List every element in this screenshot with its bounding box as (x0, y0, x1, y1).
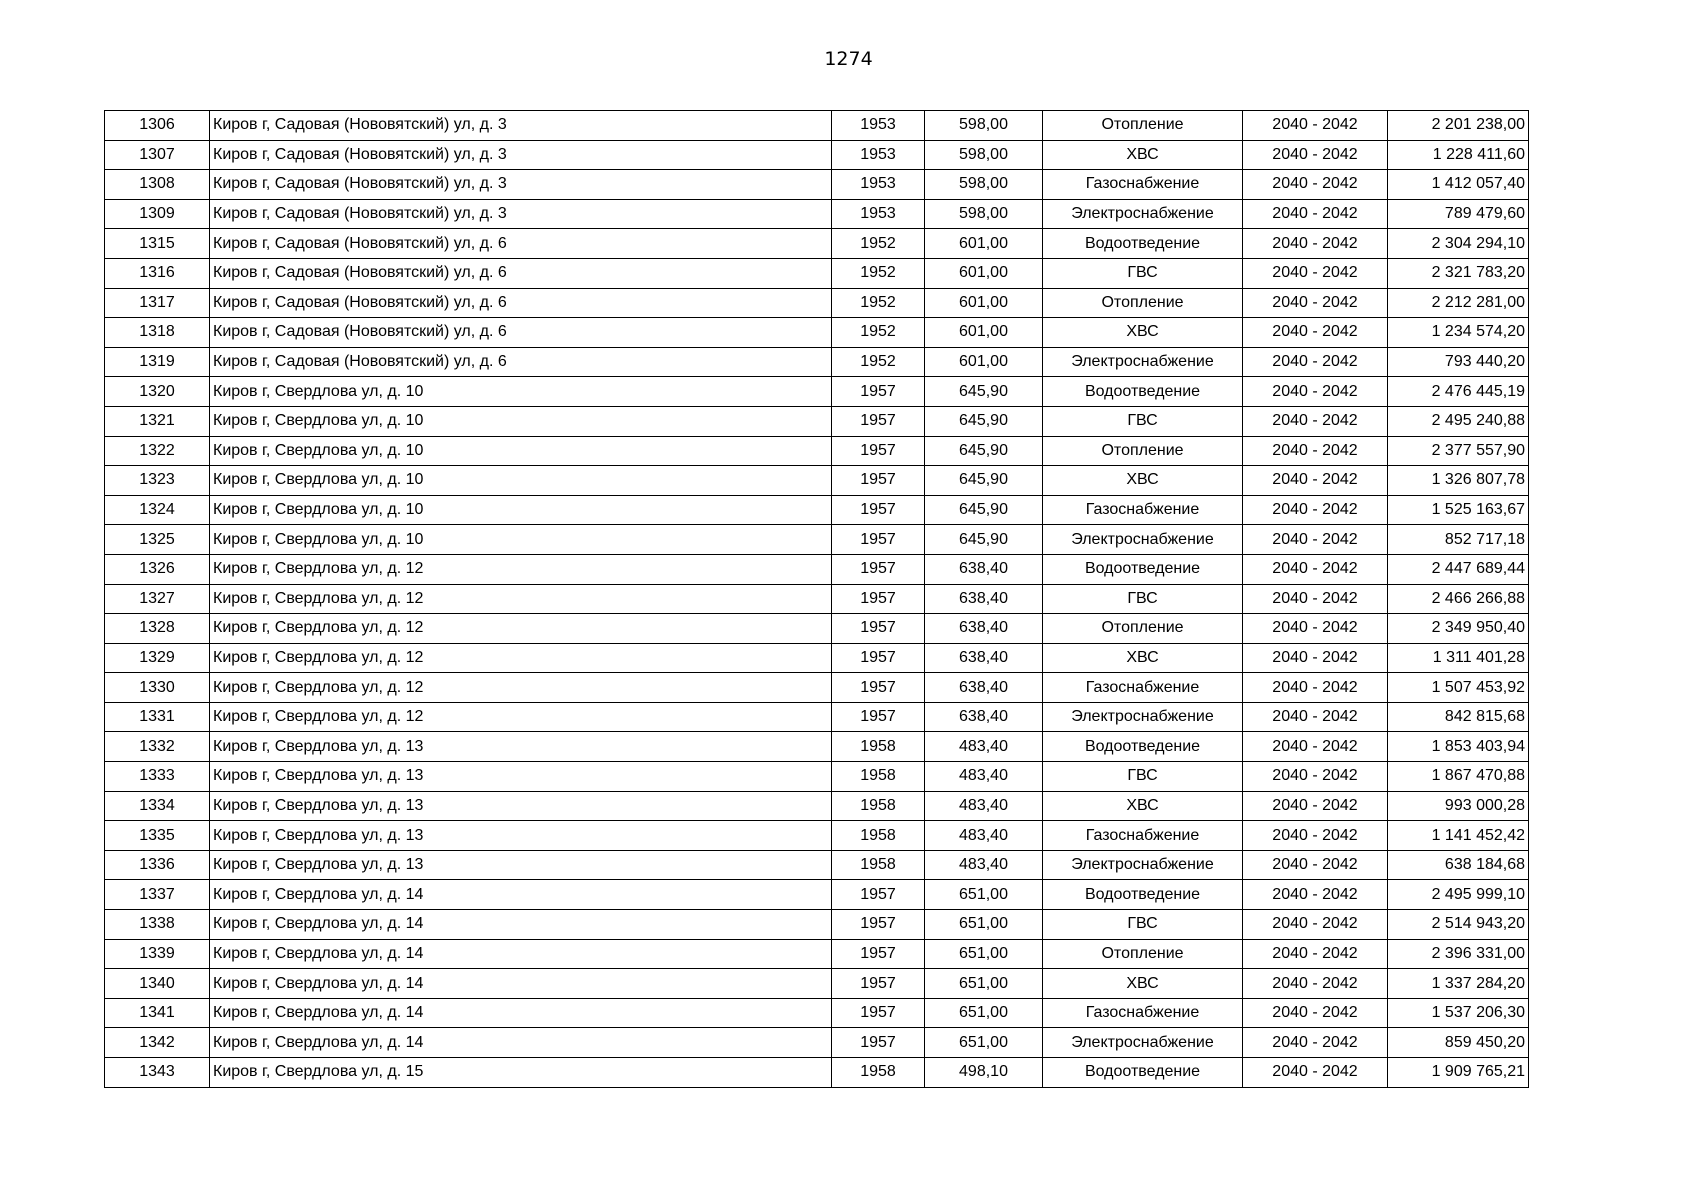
table-row (105, 495, 1529, 525)
work-type-cell: ХВС (1043, 969, 1243, 999)
row-number-cell: 1322 (105, 436, 210, 466)
area-cell: 598,00 (925, 199, 1043, 229)
table-row (105, 614, 1529, 644)
row-number-cell: 1341 (105, 998, 210, 1028)
table-row (105, 318, 1529, 348)
table-row (105, 732, 1529, 762)
table-row (105, 880, 1529, 910)
area-cell: 645,90 (925, 406, 1043, 436)
table-row (105, 643, 1529, 673)
row-number-cell: 1338 (105, 910, 210, 940)
row-number-cell: 1336 (105, 850, 210, 880)
area-cell: 598,00 (925, 140, 1043, 170)
area-cell: 651,00 (925, 1028, 1043, 1058)
work-type-cell: Отопление (1043, 288, 1243, 318)
period-cell: 2040 - 2042 (1243, 939, 1388, 969)
area-cell: 651,00 (925, 880, 1043, 910)
build-year-cell: 1957 (832, 554, 925, 584)
cost-cell: 793 440,20 (1388, 347, 1529, 377)
area-cell: 645,90 (925, 525, 1043, 555)
cost-cell: 789 479,60 (1388, 199, 1529, 229)
table-row (105, 584, 1529, 614)
row-number-cell: 1340 (105, 969, 210, 999)
cost-cell: 638 184,68 (1388, 850, 1529, 880)
cost-cell: 2 321 783,20 (1388, 258, 1529, 288)
period-cell: 2040 - 2042 (1243, 791, 1388, 821)
table-row (105, 466, 1529, 496)
cost-cell: 2 212 281,00 (1388, 288, 1529, 318)
area-cell: 651,00 (925, 910, 1043, 940)
work-type-cell: ХВС (1043, 466, 1243, 496)
work-type-cell: Водоотведение (1043, 880, 1243, 910)
table-row (105, 347, 1529, 377)
work-type-cell: ХВС (1043, 140, 1243, 170)
period-cell: 2040 - 2042 (1243, 495, 1388, 525)
address-cell: Киров г, Садовая (Нововятский) ул, д. 3 (210, 111, 832, 141)
table-row (105, 673, 1529, 703)
cost-cell: 1 537 206,30 (1388, 998, 1529, 1028)
address-cell: Киров г, Садовая (Нововятский) ул, д. 3 (210, 140, 832, 170)
row-number-cell: 1324 (105, 495, 210, 525)
work-type-cell: Отопление (1043, 939, 1243, 969)
period-cell: 2040 - 2042 (1243, 140, 1388, 170)
cost-cell: 2 201 238,00 (1388, 111, 1529, 141)
build-year-cell: 1957 (832, 1028, 925, 1058)
build-year-cell: 1958 (832, 762, 925, 792)
cost-cell: 1 909 765,21 (1388, 1058, 1529, 1088)
cost-cell: 1 228 411,60 (1388, 140, 1529, 170)
cost-cell: 1 525 163,67 (1388, 495, 1529, 525)
address-cell: Киров г, Садовая (Нововятский) ул, д. 3 (210, 170, 832, 200)
row-number-cell: 1317 (105, 288, 210, 318)
row-number-cell: 1328 (105, 614, 210, 644)
cost-cell: 993 000,28 (1388, 791, 1529, 821)
area-cell: 601,00 (925, 258, 1043, 288)
table-row (105, 1058, 1529, 1088)
address-cell: Киров г, Свердлова ул, д. 14 (210, 969, 832, 999)
period-cell: 2040 - 2042 (1243, 998, 1388, 1028)
cost-cell: 2 495 999,10 (1388, 880, 1529, 910)
period-cell: 2040 - 2042 (1243, 554, 1388, 584)
table-row (105, 850, 1529, 880)
table-row (105, 436, 1529, 466)
address-cell: Киров г, Свердлова ул, д. 13 (210, 821, 832, 851)
address-cell: Киров г, Садовая (Нововятский) ул, д. 6 (210, 288, 832, 318)
address-cell: Киров г, Свердлова ул, д. 13 (210, 850, 832, 880)
cost-cell: 842 815,68 (1388, 702, 1529, 732)
build-year-cell: 1957 (832, 939, 925, 969)
address-cell: Киров г, Свердлова ул, д. 14 (210, 880, 832, 910)
registry-table (104, 110, 1529, 1088)
work-type-cell: ГВС (1043, 584, 1243, 614)
build-year-cell: 1957 (832, 466, 925, 496)
cost-cell: 1 412 057,40 (1388, 170, 1529, 200)
work-type-cell: Водоотведение (1043, 554, 1243, 584)
area-cell: 598,00 (925, 170, 1043, 200)
area-cell: 601,00 (925, 318, 1043, 348)
build-year-cell: 1957 (832, 998, 925, 1028)
build-year-cell: 1953 (832, 199, 925, 229)
work-type-cell: Отопление (1043, 436, 1243, 466)
table-row (105, 791, 1529, 821)
cost-cell: 2 466 266,88 (1388, 584, 1529, 614)
cost-cell: 2 349 950,40 (1388, 614, 1529, 644)
build-year-cell: 1957 (832, 673, 925, 703)
work-type-cell: ГВС (1043, 910, 1243, 940)
table-row (105, 821, 1529, 851)
build-year-cell: 1957 (832, 377, 925, 407)
cost-cell: 2 377 557,90 (1388, 436, 1529, 466)
registry-table-body (105, 111, 1529, 1088)
cost-cell: 2 396 331,00 (1388, 939, 1529, 969)
cost-cell: 852 717,18 (1388, 525, 1529, 555)
table-row (105, 910, 1529, 940)
area-cell: 483,40 (925, 850, 1043, 880)
address-cell: Киров г, Свердлова ул, д. 10 (210, 406, 832, 436)
cost-cell: 2 304 294,10 (1388, 229, 1529, 259)
build-year-cell: 1957 (832, 406, 925, 436)
build-year-cell: 1957 (832, 495, 925, 525)
area-cell: 638,40 (925, 702, 1043, 732)
period-cell: 2040 - 2042 (1243, 821, 1388, 851)
period-cell: 2040 - 2042 (1243, 1058, 1388, 1088)
row-number-cell: 1335 (105, 821, 210, 851)
row-number-cell: 1325 (105, 525, 210, 555)
build-year-cell: 1957 (832, 910, 925, 940)
row-number-cell: 1334 (105, 791, 210, 821)
area-cell: 598,00 (925, 111, 1043, 141)
period-cell: 2040 - 2042 (1243, 643, 1388, 673)
row-number-cell: 1333 (105, 762, 210, 792)
area-cell: 483,40 (925, 821, 1043, 851)
address-cell: Киров г, Свердлова ул, д. 10 (210, 525, 832, 555)
work-type-cell: Отопление (1043, 614, 1243, 644)
build-year-cell: 1957 (832, 880, 925, 910)
cost-cell: 2 514 943,20 (1388, 910, 1529, 940)
table-row (105, 111, 1529, 141)
area-cell: 645,90 (925, 466, 1043, 496)
table-row (105, 762, 1529, 792)
row-number-cell: 1318 (105, 318, 210, 348)
area-cell: 483,40 (925, 762, 1043, 792)
page-number: 1274 (824, 48, 873, 70)
build-year-cell: 1958 (832, 732, 925, 762)
period-cell: 2040 - 2042 (1243, 732, 1388, 762)
address-cell: Киров г, Садовая (Нововятский) ул, д. 6 (210, 229, 832, 259)
period-cell: 2040 - 2042 (1243, 880, 1388, 910)
area-cell: 645,90 (925, 436, 1043, 466)
area-cell: 483,40 (925, 732, 1043, 762)
work-type-cell: Водоотведение (1043, 229, 1243, 259)
row-number-cell: 1309 (105, 199, 210, 229)
row-number-cell: 1332 (105, 732, 210, 762)
work-type-cell: Газоснабжение (1043, 170, 1243, 200)
row-number-cell: 1343 (105, 1058, 210, 1088)
period-cell: 2040 - 2042 (1243, 702, 1388, 732)
work-type-cell: Электроснабжение (1043, 525, 1243, 555)
table-row (105, 199, 1529, 229)
build-year-cell: 1952 (832, 288, 925, 318)
build-year-cell: 1952 (832, 318, 925, 348)
build-year-cell: 1952 (832, 229, 925, 259)
row-number-cell: 1308 (105, 170, 210, 200)
cost-cell: 2 476 445,19 (1388, 377, 1529, 407)
row-number-cell: 1320 (105, 377, 210, 407)
work-type-cell: Водоотведение (1043, 377, 1243, 407)
build-year-cell: 1957 (832, 702, 925, 732)
period-cell: 2040 - 2042 (1243, 436, 1388, 466)
address-cell: Киров г, Садовая (Нововятский) ул, д. 6 (210, 258, 832, 288)
work-type-cell: Газоснабжение (1043, 673, 1243, 703)
area-cell: 645,90 (925, 377, 1043, 407)
work-type-cell: Электроснабжение (1043, 1028, 1243, 1058)
area-cell: 638,40 (925, 673, 1043, 703)
row-number-cell: 1330 (105, 673, 210, 703)
work-type-cell: ХВС (1043, 318, 1243, 348)
address-cell: Киров г, Свердлова ул, д. 10 (210, 436, 832, 466)
build-year-cell: 1958 (832, 821, 925, 851)
work-type-cell: Водоотведение (1043, 732, 1243, 762)
area-cell: 601,00 (925, 288, 1043, 318)
table-row (105, 258, 1529, 288)
table-row (105, 406, 1529, 436)
period-cell: 2040 - 2042 (1243, 673, 1388, 703)
period-cell: 2040 - 2042 (1243, 170, 1388, 200)
work-type-cell: Отопление (1043, 111, 1243, 141)
work-type-cell: ХВС (1043, 791, 1243, 821)
table-row (105, 554, 1529, 584)
build-year-cell: 1957 (832, 436, 925, 466)
row-number-cell: 1331 (105, 702, 210, 732)
cost-cell: 1 326 807,78 (1388, 466, 1529, 496)
table-row (105, 702, 1529, 732)
period-cell: 2040 - 2042 (1243, 525, 1388, 555)
table-row (105, 939, 1529, 969)
area-cell: 483,40 (925, 791, 1043, 821)
work-type-cell: Газоснабжение (1043, 998, 1243, 1028)
address-cell: Киров г, Свердлова ул, д. 14 (210, 939, 832, 969)
period-cell: 2040 - 2042 (1243, 1028, 1388, 1058)
period-cell: 2040 - 2042 (1243, 377, 1388, 407)
row-number-cell: 1327 (105, 584, 210, 614)
period-cell: 2040 - 2042 (1243, 762, 1388, 792)
table-row (105, 288, 1529, 318)
address-cell: Киров г, Садовая (Нововятский) ул, д. 6 (210, 347, 832, 377)
period-cell: 2040 - 2042 (1243, 199, 1388, 229)
row-number-cell: 1329 (105, 643, 210, 673)
table-row (105, 229, 1529, 259)
period-cell: 2040 - 2042 (1243, 910, 1388, 940)
address-cell: Киров г, Свердлова ул, д. 12 (210, 614, 832, 644)
table-row (105, 525, 1529, 555)
work-type-cell: ГВС (1043, 762, 1243, 792)
build-year-cell: 1957 (832, 643, 925, 673)
row-number-cell: 1307 (105, 140, 210, 170)
address-cell: Киров г, Свердлова ул, д. 12 (210, 702, 832, 732)
cost-cell: 1 141 452,42 (1388, 821, 1529, 851)
work-type-cell: ГВС (1043, 258, 1243, 288)
area-cell: 638,40 (925, 614, 1043, 644)
build-year-cell: 1958 (832, 791, 925, 821)
period-cell: 2040 - 2042 (1243, 288, 1388, 318)
address-cell: Киров г, Свердлова ул, д. 10 (210, 466, 832, 496)
address-cell: Киров г, Свердлова ул, д. 15 (210, 1058, 832, 1088)
row-number-cell: 1316 (105, 258, 210, 288)
period-cell: 2040 - 2042 (1243, 850, 1388, 880)
period-cell: 2040 - 2042 (1243, 584, 1388, 614)
row-number-cell: 1321 (105, 406, 210, 436)
area-cell: 638,40 (925, 643, 1043, 673)
build-year-cell: 1952 (832, 258, 925, 288)
table-row (105, 377, 1529, 407)
table-row (105, 1028, 1529, 1058)
address-cell: Киров г, Свердлова ул, д. 12 (210, 584, 832, 614)
period-cell: 2040 - 2042 (1243, 229, 1388, 259)
address-cell: Киров г, Свердлова ул, д. 10 (210, 377, 832, 407)
area-cell: 498,10 (925, 1058, 1043, 1088)
period-cell: 2040 - 2042 (1243, 347, 1388, 377)
cost-cell: 1 337 284,20 (1388, 969, 1529, 999)
address-cell: Киров г, Свердлова ул, д. 12 (210, 673, 832, 703)
row-number-cell: 1337 (105, 880, 210, 910)
build-year-cell: 1953 (832, 111, 925, 141)
address-cell: Киров г, Свердлова ул, д. 14 (210, 1028, 832, 1058)
build-year-cell: 1957 (832, 614, 925, 644)
row-number-cell: 1342 (105, 1028, 210, 1058)
address-cell: Киров г, Свердлова ул, д. 12 (210, 643, 832, 673)
build-year-cell: 1953 (832, 170, 925, 200)
row-number-cell: 1323 (105, 466, 210, 496)
period-cell: 2040 - 2042 (1243, 111, 1388, 141)
period-cell: 2040 - 2042 (1243, 406, 1388, 436)
address-cell: Киров г, Свердлова ул, д. 12 (210, 554, 832, 584)
build-year-cell: 1957 (832, 525, 925, 555)
area-cell: 638,40 (925, 584, 1043, 614)
row-number-cell: 1339 (105, 939, 210, 969)
cost-cell: 1 311 401,28 (1388, 643, 1529, 673)
build-year-cell: 1958 (832, 850, 925, 880)
area-cell: 601,00 (925, 347, 1043, 377)
work-type-cell: Электроснабжение (1043, 702, 1243, 732)
work-type-cell: Водоотведение (1043, 1058, 1243, 1088)
cost-cell: 1 507 453,92 (1388, 673, 1529, 703)
area-cell: 651,00 (925, 939, 1043, 969)
address-cell: Киров г, Свердлова ул, д. 13 (210, 791, 832, 821)
table-row (105, 969, 1529, 999)
address-cell: Киров г, Свердлова ул, д. 10 (210, 495, 832, 525)
row-number-cell: 1319 (105, 347, 210, 377)
work-type-cell: Газоснабжение (1043, 821, 1243, 851)
period-cell: 2040 - 2042 (1243, 969, 1388, 999)
address-cell: Киров г, Садовая (Нововятский) ул, д. 3 (210, 199, 832, 229)
work-type-cell: ГВС (1043, 406, 1243, 436)
cost-cell: 1 234 574,20 (1388, 318, 1529, 348)
area-cell: 601,00 (925, 229, 1043, 259)
address-cell: Киров г, Свердлова ул, д. 14 (210, 910, 832, 940)
table-row (105, 140, 1529, 170)
build-year-cell: 1952 (832, 347, 925, 377)
cost-cell: 859 450,20 (1388, 1028, 1529, 1058)
cost-cell: 2 495 240,88 (1388, 406, 1529, 436)
build-year-cell: 1957 (832, 969, 925, 999)
work-type-cell: ХВС (1043, 643, 1243, 673)
area-cell: 651,00 (925, 998, 1043, 1028)
work-type-cell: Электроснабжение (1043, 850, 1243, 880)
cost-cell: 1 867 470,88 (1388, 762, 1529, 792)
row-number-cell: 1315 (105, 229, 210, 259)
build-year-cell: 1953 (832, 140, 925, 170)
cost-cell: 1 853 403,94 (1388, 732, 1529, 762)
address-cell: Киров г, Свердлова ул, д. 13 (210, 732, 832, 762)
row-number-cell: 1306 (105, 111, 210, 141)
area-cell: 651,00 (925, 969, 1043, 999)
work-type-cell: Газоснабжение (1043, 495, 1243, 525)
address-cell: Киров г, Садовая (Нововятский) ул, д. 6 (210, 318, 832, 348)
work-type-cell: Электроснабжение (1043, 199, 1243, 229)
row-number-cell: 1326 (105, 554, 210, 584)
cost-cell: 2 447 689,44 (1388, 554, 1529, 584)
period-cell: 2040 - 2042 (1243, 466, 1388, 496)
period-cell: 2040 - 2042 (1243, 318, 1388, 348)
address-cell: Киров г, Свердлова ул, д. 13 (210, 762, 832, 792)
table-row (105, 998, 1529, 1028)
work-type-cell: Электроснабжение (1043, 347, 1243, 377)
area-cell: 638,40 (925, 554, 1043, 584)
area-cell: 645,90 (925, 495, 1043, 525)
period-cell: 2040 - 2042 (1243, 614, 1388, 644)
table-row (105, 170, 1529, 200)
address-cell: Киров г, Свердлова ул, д. 14 (210, 998, 832, 1028)
period-cell: 2040 - 2042 (1243, 258, 1388, 288)
build-year-cell: 1958 (832, 1058, 925, 1088)
build-year-cell: 1957 (832, 584, 925, 614)
